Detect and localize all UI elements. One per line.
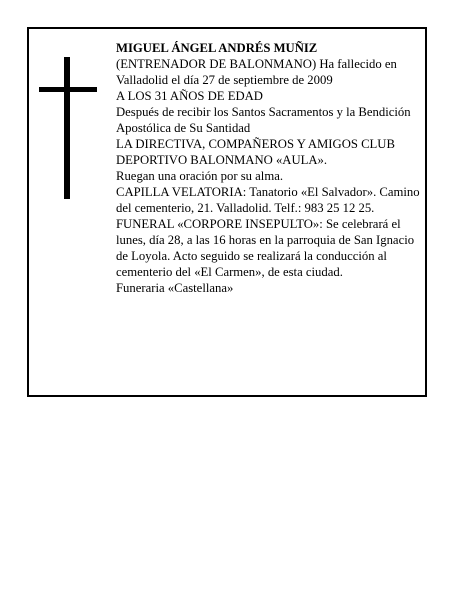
notice-paragraph-club: LA DIRECTIVA, COMPAÑEROS Y AMIGOS CLUB DEPORTIVO BALONMANO «AULA». xyxy=(116,137,395,167)
notice-text xyxy=(116,40,426,296)
deceased-name: MIGUEL ÁNGEL ANDRÉS MUÑIZ xyxy=(116,41,318,55)
cross-icon xyxy=(39,57,97,199)
notice-paragraph-funeral: FUNERAL «CORPORE INSEPULTO»: Se celebrará el lunes, día 28, a las 16 horas en la parroquia de San Ignacio de Loyola. Acto seguido se realizará la conducción al cementerio del «El Carmen», de esta ciudad. xyxy=(116,217,415,279)
cross-vertical-bar xyxy=(64,57,70,199)
notice-paragraph-funeral-home: Funeraria «Castellana» xyxy=(116,281,234,295)
notice-paragraph-age: A LOS 31 AÑOS DE EDAD xyxy=(116,89,263,103)
cross-horizontal-bar xyxy=(39,87,97,92)
notice-paragraph-profession: (ENTRENADOR DE BALONMANO) Ha fallecido en Valladolid el día 27 de septiembre de 2009 xyxy=(116,57,397,87)
notice-paragraph-sacraments: Después de recibir los Santos Sacramentos y la Bendición Apostólica de Su Santidad xyxy=(116,105,411,135)
obituary-notice xyxy=(27,27,427,397)
notice-paragraph-wake: CAPILLA VELATORIA: Tanatorio «El Salvador». Camino del cementerio, 21. Valladolid. Telf.: 983 25 12 25. xyxy=(116,185,420,215)
notice-paragraph-prayer: Ruegan una oración por su alma. xyxy=(116,169,284,183)
